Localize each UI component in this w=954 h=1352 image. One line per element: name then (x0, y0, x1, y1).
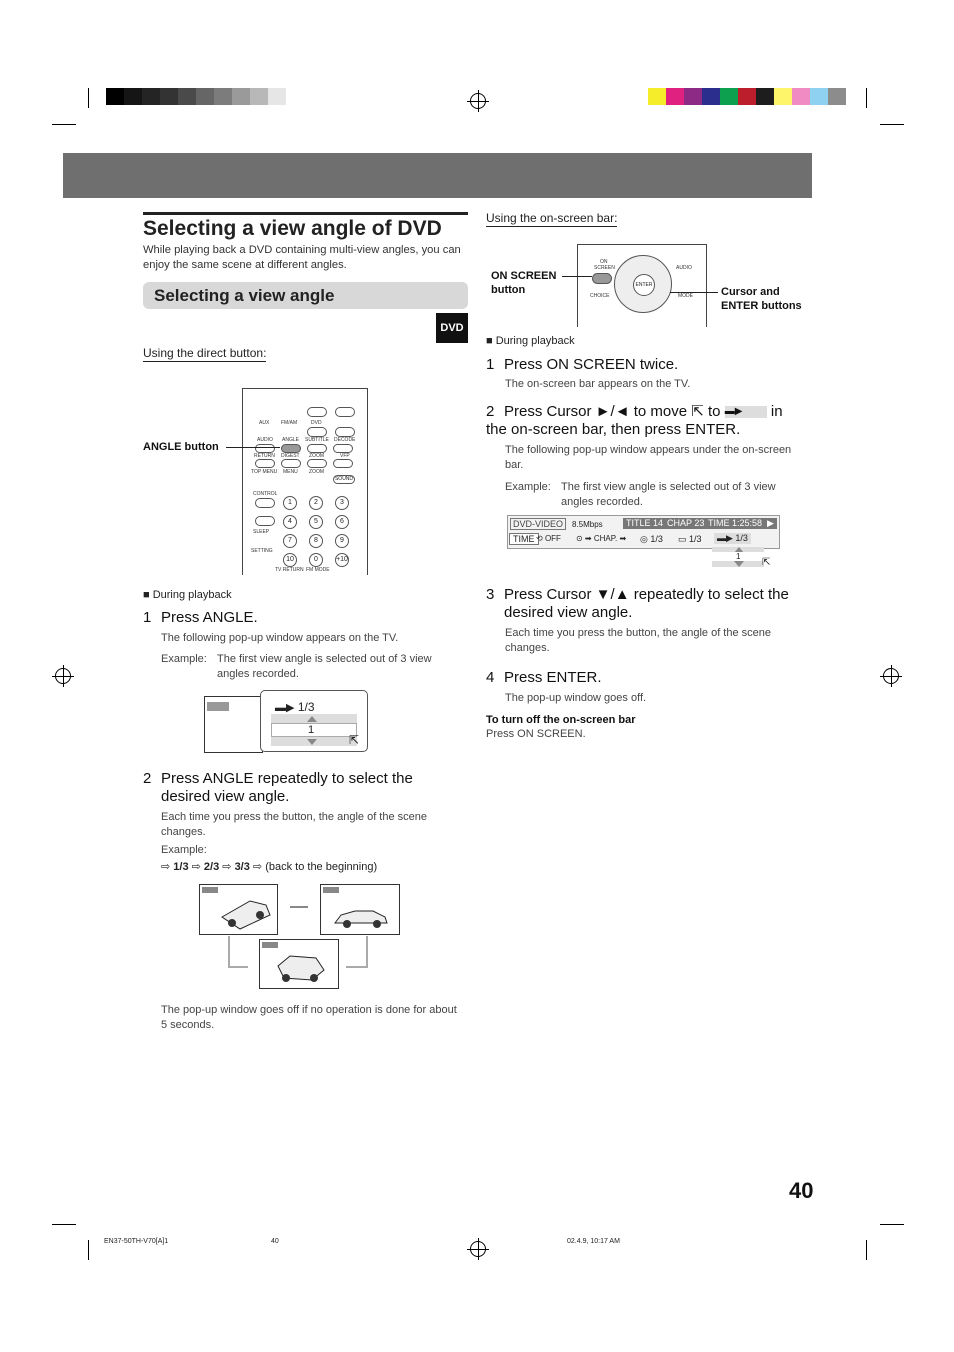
osd-dvd-video: DVD-VIDEO (510, 518, 566, 530)
registration-mark-icon (883, 668, 899, 684)
angle-remote-button (281, 444, 301, 453)
remote-number: 1 (283, 496, 297, 510)
car-angle-1-image (199, 884, 278, 935)
on-screen-bar-subhead: Using the on-screen bar: (486, 211, 618, 225)
color-swatch (666, 88, 684, 105)
step-1-press-on-screen: 1 Press ON SCREEN twice. (486, 356, 679, 373)
remote-number: 6 (335, 515, 349, 529)
remote-button (255, 498, 275, 508)
osd-angle: ▬▶ 1/3 (714, 533, 751, 544)
remote-button (307, 444, 327, 453)
remote-label: AUDIO (257, 437, 273, 443)
remote-illustration (242, 388, 368, 575)
crop-mark (866, 88, 867, 108)
osd-chapter-control: ⊙ ➡ CHAP. ➡ (576, 534, 627, 543)
step-2-right-note: The following pop-up window appears under the on-screen bar. (505, 444, 792, 471)
intro-text: While playing back a DVD containing multi-view angles, you can enjoy the same scene at different angles. (143, 244, 461, 271)
osd-bitrate: 8.5Mbps (572, 520, 603, 529)
remote-number: 5 (309, 515, 323, 529)
remote-label: ZOOM (309, 453, 324, 459)
osd-chapter: CHAP 23 (664, 518, 707, 529)
remote-button (333, 444, 353, 453)
step-2-press-cursor: 2 Press Cursor ►/◄ to move ⇱ to ▬▶ in the on-screen bar, then press ENTER. (486, 403, 783, 438)
color-swatch (214, 88, 232, 105)
step-3-note: Each time you press the button, the angle of the scene changes. (505, 627, 772, 654)
crop-mark (88, 88, 89, 108)
osd-subtitle: ▭ 1/3 (678, 534, 702, 544)
example-2-label: Example: (161, 844, 207, 856)
osd-audio: ◎ 1/3 (640, 534, 663, 544)
step-4-note: The pop-up window goes off. (505, 692, 647, 704)
remote-number: 8 (309, 534, 323, 548)
remote-label: ZOOM (309, 469, 324, 475)
color-swatch (106, 88, 124, 105)
remote-label: FM MODE (306, 567, 330, 573)
remote-button (255, 516, 275, 526)
remote-number: 3 (335, 496, 349, 510)
header-band (63, 153, 812, 198)
angle-popup-selector (271, 714, 360, 747)
remote-button (255, 459, 275, 468)
remote-label: VFP (340, 453, 350, 459)
color-swatch (124, 88, 142, 105)
remote-label: FM/AM (281, 420, 298, 426)
osd-time-button: TIME (509, 533, 539, 545)
osd-title: TITLE 14 (623, 518, 666, 529)
color-swatch (160, 88, 178, 105)
crop-mark (52, 1224, 76, 1225)
remote-number: 7 (283, 534, 297, 548)
color-swatch (810, 88, 828, 105)
color-swatch (684, 88, 702, 105)
cursor-icon: ⇱ (762, 557, 771, 568)
cursor-icon: ⇱ (691, 403, 704, 420)
color-swatch (702, 88, 720, 105)
remote-cursor-illustration: ON SCREEN ENTER AUDIO MODE CHOICE (577, 244, 707, 327)
car-icon (260, 940, 338, 988)
remote-label: SETTING (251, 548, 273, 554)
turn-off-text: Press ON SCREEN. (486, 728, 586, 740)
car-angle-3-image (259, 939, 339, 989)
example-label-right: Example: (505, 481, 551, 493)
remote-label: AUX (259, 420, 270, 426)
car-icon (200, 885, 277, 934)
registration-mark-icon (470, 1241, 486, 1257)
angle-button-callout: ANGLE button (143, 441, 219, 453)
color-swatch (268, 88, 286, 105)
dvd-badge: DVD (436, 313, 468, 343)
angle-icon: ▬▶ (725, 406, 767, 418)
down-arrow-icon (307, 739, 317, 745)
car-icon (321, 885, 399, 934)
remote-label: DECODE (334, 437, 356, 443)
color-swatch (232, 88, 250, 105)
remote-label: TOP MENU (251, 469, 278, 475)
example-label: Example: (161, 653, 207, 665)
color-swatch (648, 88, 666, 105)
car-angle-2-image (320, 884, 400, 935)
process-color-bar (648, 88, 846, 105)
angle-sequence: ⇨ 1/3 ⇨ 2/3 ⇨ 3/3 ⇨ (back to the beginning) (161, 861, 378, 873)
remote-button (307, 427, 327, 437)
step-2-note: Each time you press the button, the angle of the scene changes. (161, 811, 428, 838)
remote-button (307, 459, 327, 468)
angle-popup-window (260, 690, 368, 752)
remote-button (333, 459, 353, 468)
callout-line (670, 292, 718, 293)
step-1-note: The following pop-up window appears on the TV. (161, 632, 399, 644)
on-screen-bar (507, 515, 780, 549)
direct-button-subhead: Using the direct button: (143, 346, 267, 360)
color-swatch (756, 88, 774, 105)
sequence-arrow-icon (228, 936, 230, 966)
footer-file: EN37-50TH-V70[A]1 (104, 1238, 169, 1245)
color-swatch (142, 88, 160, 105)
remote-number: 0 (309, 553, 323, 567)
cursor-icon: ⇱ (349, 733, 360, 747)
color-swatch (286, 88, 304, 105)
color-swatch (792, 88, 810, 105)
callout-line (226, 447, 280, 448)
example-text: The first view angle is selected out of 3 view angles recorded. (217, 653, 432, 680)
remote-label: DIGEST (281, 453, 300, 459)
tv-screen-thumbnail (204, 696, 263, 753)
popup-timeout-note: The pop-up window goes off if no operation is done for about 5 seconds. (161, 1004, 457, 1031)
remote-number: 10 (283, 553, 297, 567)
remote-label: RETURN (254, 453, 275, 459)
page-number: 40 (789, 1178, 814, 1203)
callout-line (562, 276, 592, 277)
sequence-arrow-icon (228, 966, 248, 968)
angle-popup-value: 1 (271, 723, 357, 737)
on-screen-remote-button (592, 273, 612, 284)
during-playback-label: ■ During playback (143, 589, 232, 601)
page-title: Selecting a view angle of DVD (143, 212, 468, 241)
color-swatch (774, 88, 792, 105)
color-swatch (250, 88, 268, 105)
tv-popup-mini (207, 702, 229, 711)
remote-label: SLEEP (253, 529, 270, 535)
gray-color-bar (106, 88, 304, 105)
step-1-right-note: The on-screen bar appears on the TV. (505, 378, 691, 390)
color-swatch (828, 88, 846, 105)
up-arrow-icon (307, 716, 317, 722)
remote-button (307, 407, 327, 417)
remote-label: DVD (311, 420, 322, 426)
during-playback-label-right: ■ During playback (486, 335, 575, 347)
sequence-arrow-icon (346, 966, 368, 968)
sequence-arrow-icon (290, 906, 308, 908)
play-icon: ▶ (764, 518, 777, 529)
remote-button (281, 459, 301, 468)
osd-time: TIME 1:25:58 (705, 518, 765, 529)
step-2-press-angle-repeatedly: 2 Press ANGLE repeatedly to select the desired view angle. (143, 770, 413, 805)
crop-mark (52, 124, 76, 125)
step-3-press-cursor: 3 Press Cursor ▼/▲ repeatedly to select the desired view angle. (486, 586, 789, 621)
step-4-press-enter: 4 Press ENTER. (486, 669, 602, 686)
remote-label: CONTROL (253, 491, 278, 497)
osd-angle-popup-value: 1 (712, 552, 764, 561)
turn-off-heading: To turn off the on-screen bar (486, 714, 636, 726)
color-swatch (720, 88, 738, 105)
down-arrow-icon (734, 561, 744, 567)
osd-repeat-off: ⟲ OFF (536, 534, 561, 543)
remote-button (255, 444, 275, 453)
crop-mark (880, 1224, 904, 1225)
cursor-pad: ENTER (614, 255, 672, 313)
registration-mark-icon (55, 668, 71, 684)
example-text-right: The first view angle is selected out of 3 view angles recorded. (561, 481, 776, 508)
remote-label: TV RETURN (275, 567, 304, 573)
remote-number: 9 (335, 534, 349, 548)
crop-mark (88, 1240, 89, 1260)
sequence-arrow-icon (366, 936, 368, 966)
step-1-press-angle: 1 Press ANGLE. (143, 609, 258, 626)
color-swatch (738, 88, 756, 105)
color-swatch (196, 88, 214, 105)
remote-button (335, 427, 355, 437)
registration-mark-icon (470, 93, 486, 109)
cursor-enter-callout: Cursor and ENTER buttons (721, 286, 802, 312)
angle-popup-label: ▬▶ 1/3 (275, 700, 315, 714)
section-title: Selecting a view angle (143, 282, 468, 309)
remote-label: ANGLE (282, 437, 299, 443)
remote-number: 2 (309, 496, 323, 510)
camera-icon: ▬▶ (275, 702, 295, 714)
on-screen-callout: ON SCREEN button (491, 270, 557, 296)
osd-angle-popup (712, 547, 764, 567)
remote-label: SOUND (334, 476, 354, 482)
remote-button (335, 407, 355, 417)
footer-page: 40 (271, 1238, 279, 1245)
remote-label: MENU (283, 469, 298, 475)
footer-date: 02.4.9, 10:17 AM (567, 1238, 620, 1245)
crop-mark (880, 124, 904, 125)
remote-number: 4 (283, 515, 297, 529)
remote-number: +10 (335, 553, 349, 567)
crop-mark (866, 1240, 867, 1260)
color-swatch (178, 88, 196, 105)
remote-label: SUBTITLE (305, 437, 329, 443)
